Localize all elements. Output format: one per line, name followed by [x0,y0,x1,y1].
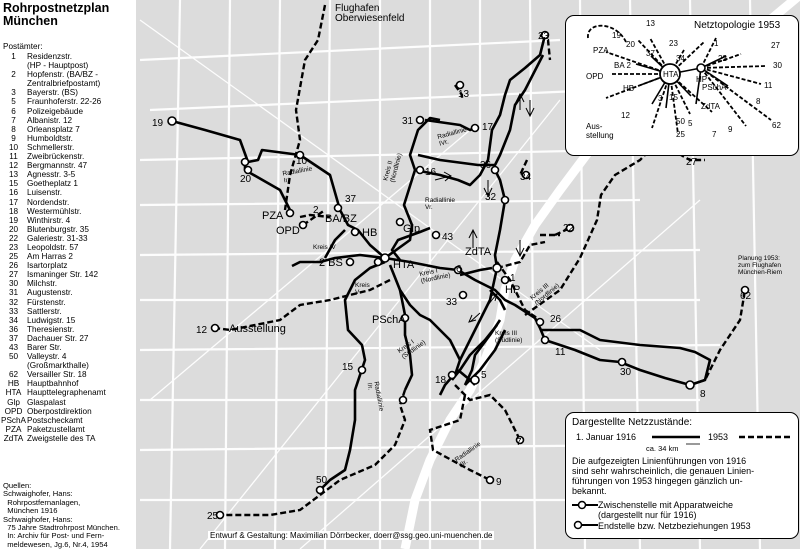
station-row [0,307,136,316]
map-station-hp: HP [505,284,521,296]
map-station-43: 43 [442,232,454,243]
legend-heading: Dargestellte Netzzustände: [572,417,693,428]
station-row [0,88,136,97]
map-station-62: 62 [740,291,752,302]
map-station-2bs: 2 BS [319,257,343,269]
station-code: 1 [11,52,16,61]
station-name: Galeriestr. 31-33 [27,233,88,243]
station-code: 25 [8,252,19,262]
map-station-16: 16 [425,167,437,178]
station-row [0,52,136,70]
station-code: 15 [8,179,19,189]
station-row [0,198,136,207]
station-name: Agnesstr. 3-5 [27,170,76,180]
station-name: Ismaninger Str. 142 [27,270,98,280]
label-ausstellung: Ausstellung [229,323,286,335]
label-radial-iir: Radiallinie IIr. [365,381,385,412]
station-name: Blutenburgstr. 35 [27,224,89,234]
topology-62: 62 [772,121,781,130]
map-station-pza: PZA [262,210,284,222]
station-row [0,234,136,243]
station-name: Winthirstr. 4 [27,215,71,225]
station-code: 8 [11,124,16,134]
topology-inset [565,15,799,156]
station-name: Am Harras 2 [27,252,73,262]
topology-34: 34 [676,54,685,63]
map-station-19: 19 [152,118,164,129]
station-name: Zweibrückenstr. [27,152,85,162]
station-code: PZA [5,424,22,434]
station-code: 9 [11,133,16,143]
station-name: Westermühlstr. [27,206,82,216]
map-station-pscha: PSchA [372,314,406,326]
topology-12: 12 [621,111,630,120]
topology-25: 25 [676,130,685,139]
station-row [0,243,136,252]
station-code: OPD [4,406,23,416]
map-station-hta: HTA [393,259,415,271]
station-name: Hopfenstr. (BA/BZ - Zentralbriefpostamt) [27,70,101,89]
station-name: Isartorplatz [27,261,68,271]
label-radial-vr: Radiallinie Vr. [425,197,455,211]
station-row [0,70,136,88]
topology-37: 37 [646,49,655,58]
topology-hta: HTA [663,70,679,79]
label-kreis-iii-nord: Kreis III (Nordlinie) [529,282,561,307]
topology-diagram [566,16,798,155]
stations-heading: Postämter: [3,42,43,51]
station-row [0,425,136,434]
station-row [0,288,136,297]
station-row [0,216,136,225]
station-name: Ludwigstr. 15 [27,315,76,325]
station-code: PSchA [0,415,27,425]
label-kreis-v: Kreis V [355,282,370,296]
station-code: 27 [8,270,19,280]
map-station-26: 26 [550,314,562,325]
topology-node-hp-circle [697,64,705,72]
topology-11: 11 [764,81,773,90]
map-station-babz: BA/BZ [325,213,357,225]
station-row [0,416,136,425]
topology-hb: HB [623,84,635,93]
map-station-31: 31 [402,116,414,127]
station-code: 30 [8,279,19,289]
topology-zdta: ZdTA [701,102,720,111]
station-row [0,107,136,116]
label-flughafen: Flughafen Oberwiesenfeld [335,3,405,24]
station-name: Augustenstr. [27,288,73,298]
station-row [0,298,136,307]
station-name: Oberpostdirektion [27,406,92,416]
station-row [0,225,136,234]
station-row [0,134,136,143]
map-station-9: 9 [496,477,502,488]
topology-50: 50 [676,117,685,126]
station-name: Humboldtstr. [27,133,73,143]
legend-state-1953: 1953 [708,432,729,442]
label-kreis-ii: Kreis II (Nordlinie) [382,152,404,184]
label-radial-ir: Radiallinie Ir. [282,165,313,185]
label-kreis-iii-sued: Kreis III (Südlinie) [495,330,523,344]
map-station-glp: Glp [403,223,421,235]
station-row [0,407,136,416]
legend-zwischenstelle: Zwischenstelle mit Apparatweiche (dargestellt nur für 1916) [598,500,734,520]
station-name: Albanistr. 12 [27,115,73,125]
station-row [0,316,136,325]
map-station-hb: HB [362,227,378,239]
topology-ba2: BA 2 [614,61,631,70]
station-row [0,125,136,134]
map-station-5: 5 [481,370,487,381]
topology-8: 8 [756,97,761,106]
map-station-30: 30 [620,367,632,378]
station-name: Valleystr. 4 (Großmarkthalle) [27,352,89,371]
map-station-12: 12 [196,325,208,336]
station-name: Luisenstr. [27,188,63,198]
station-code: 17 [8,197,19,207]
station-name: Hauptbahnhof [27,379,79,389]
station-name: Milchstr. [27,279,58,289]
map-station-opd: OPD [276,225,300,237]
station-name: Leopoldstr. 57 [27,242,79,252]
station-name: Residenzstr. (HP - Hauptpost) [27,52,89,71]
station-name: Paketzustellamt [27,424,85,434]
station-name: Goetheplatz 1 [27,179,78,189]
label-planung: Planung 1953: zum Flughafen München-Riem [738,255,783,276]
page-title [3,2,109,28]
station-row [0,270,136,279]
map-station-18: 18 [435,375,447,386]
topology-3: 3 [658,94,663,103]
station-name: Polizeigebäude [27,106,83,116]
station-code: 12 [8,161,19,171]
station-row [0,261,136,270]
station-name: Bergmannstr. 47 [27,161,88,171]
station-name: Fürstenstr. [27,297,66,307]
station-code: ZdTA [3,433,24,443]
station-code: 13 [8,170,19,180]
map-station-13: 13 [458,89,470,100]
station-name: Sattlerstr. [27,306,62,316]
topology-hp: HP [696,75,708,84]
map-station-50: 50 [316,475,328,486]
station-row [0,188,136,197]
station-name: Barer Str. [27,343,62,352]
station-name: Bayerstr. (BS) [27,88,78,98]
sidebar-legend [0,0,136,549]
station-code: 62 [8,370,19,380]
topology-labels [586,19,782,139]
map-station-10: 10 [296,156,308,167]
station-row [0,179,136,188]
station-code: 5 [11,97,16,107]
credit-text: Entwurf & Gestaltung: Maximilian Dörrbecker, doerr@ssg.geo.uni-muenchen.de [210,531,493,540]
map-station-36: 36 [480,160,492,171]
station-row [0,97,136,106]
station-row [0,352,136,370]
station-name: Fraunhoferstr. 22-26 [27,97,102,107]
station-row [0,252,136,261]
station-code: 43 [8,343,19,352]
map-station-32: 32 [485,192,497,203]
legend-box [565,412,799,539]
station-row [0,343,136,352]
station-row [0,170,136,179]
station-row [0,207,136,216]
station-row [0,379,136,388]
station-code: 7 [11,115,16,125]
station-code: 31 [8,288,19,298]
station-code: 16 [8,188,19,198]
map-station-7: 7 [516,437,522,448]
station-name: Orleansplatz 7 [27,124,80,134]
topology-opd: OPD [586,72,604,81]
station-name: Versailler Str. 18 [27,370,87,380]
topology-1: 1 [714,39,719,48]
topology-ausstellung-2: stellung [586,131,614,140]
stations-list [0,52,136,443]
station-row [0,152,136,161]
station-row [0,334,136,343]
map-station-20: 20 [240,174,252,185]
label-radial-iiir: Radiallinie IIIr. [453,440,483,470]
station-code: HTA [5,388,22,398]
station-row [0,434,136,443]
station-code: 18 [8,206,19,216]
map-station-6: 6 [456,264,462,275]
station-code: 50 [8,352,19,362]
title-line-2: München [3,14,58,28]
legend-state-1916: 1. Januar 1916 [576,432,637,442]
map-station-23: 23 [538,31,550,42]
station-row [0,116,136,125]
map-station-25: 25 [207,511,219,522]
label-kreis-iv: Kreis IV [313,244,336,251]
station-row [0,161,136,170]
map-station-37: 37 [345,194,357,205]
station-code: 11 [9,152,18,162]
topology-15: 15 [669,93,678,102]
topology-title: Netztopologie 1953 [694,20,781,31]
topology-13: 13 [646,19,655,28]
topology-9: 9 [728,125,733,134]
station-code: 26 [8,261,19,271]
topology-pza: PZA [593,46,609,55]
map-station-15: 15 [342,362,354,373]
sources-text: Quellen: Schwaighofer, Hans: Rohrpostfernanlagen, München 1916 Schwaighofer, Hans: 75 Jahre Stadtrohrpost München. In: Archiv für Post- und Fern- meldewesen, Jg.6, Nr.4, 1954 [3,481,120,549]
station-name: Haupttelegraphenamt [27,388,106,398]
map-station-27: 27 [686,157,698,168]
station-code: 19 [8,215,19,225]
topology-23: 23 [669,39,678,48]
station-code: 36 [8,324,19,334]
station-row [0,143,136,152]
legend-scale: ca. 34 km [646,444,679,453]
topology-27: 27 [771,41,780,50]
station-name: Nordendstr. [27,197,70,207]
topology-20: 20 [626,40,635,49]
label-kreis-i-sued: Kreis I (Südlinie) [396,338,427,361]
station-code: 37 [8,333,19,343]
station-row [0,279,136,288]
station-code: 2 [11,70,16,80]
station-code: 20 [8,224,19,234]
label-kreis-i-nord: Kreis I (Nordlinie) [418,267,452,285]
topology-22: 22 [718,54,727,63]
station-name: Glaspalast [27,397,66,407]
map-station-11: 11 [555,347,566,358]
station-name: Schmellerstr. [27,142,75,152]
map-station-17: 17 [482,122,494,133]
legend-note: Die aufgezeigten Linienführungen von 1916 sind sehr wahrscheinlich, die genauen Linien- führungen von 1953 hingegen gänzlich un- bekannt. [572,456,755,496]
label-radial-ivr: Radiallinie IVr. [436,126,468,148]
map-station-8: 8 [700,389,706,400]
station-code: 32 [8,297,19,307]
topology-5: 5 [688,119,693,128]
station-code: 23 [8,242,19,252]
map-station-33: 33 [446,297,458,308]
station-row [0,398,136,407]
topology-pscha: PSchA [702,83,727,92]
title-line-1: Rohrpostnetzplan [3,1,110,15]
map-station-zdta: ZdTA [465,246,492,258]
station-row [0,325,136,334]
map-station-1: 1 [510,273,516,284]
station-row [0,388,136,397]
station-code: 33 [8,306,19,316]
station-row [0,370,136,379]
station-code: 10 [8,142,19,152]
map-station-2: 2 [313,205,319,216]
topology-ausstellung-1: Aus- [586,122,603,131]
topology-7: 7 [712,130,717,139]
station-name: Theresienstr. [27,324,75,334]
topology-19: 19 [612,31,621,40]
station-name: Dachauer Str. 27 [27,333,89,343]
station-name: Zweigstelle des TA [27,433,96,443]
map-station-22: 22 [563,223,575,234]
map-station-34: 34 [520,172,532,183]
station-code: 22 [8,233,19,243]
station-code: Glp [7,397,20,407]
station-code: 34 [8,315,19,325]
station-name: Postscheckamt [27,415,83,425]
legend-endstelle: Endstelle bzw. Netzbeziehungen 1953 [598,521,751,531]
station-code: 3 [11,88,16,98]
topology-30: 30 [773,61,782,70]
station-code: HB [7,379,20,389]
station-code: 6 [11,106,16,116]
